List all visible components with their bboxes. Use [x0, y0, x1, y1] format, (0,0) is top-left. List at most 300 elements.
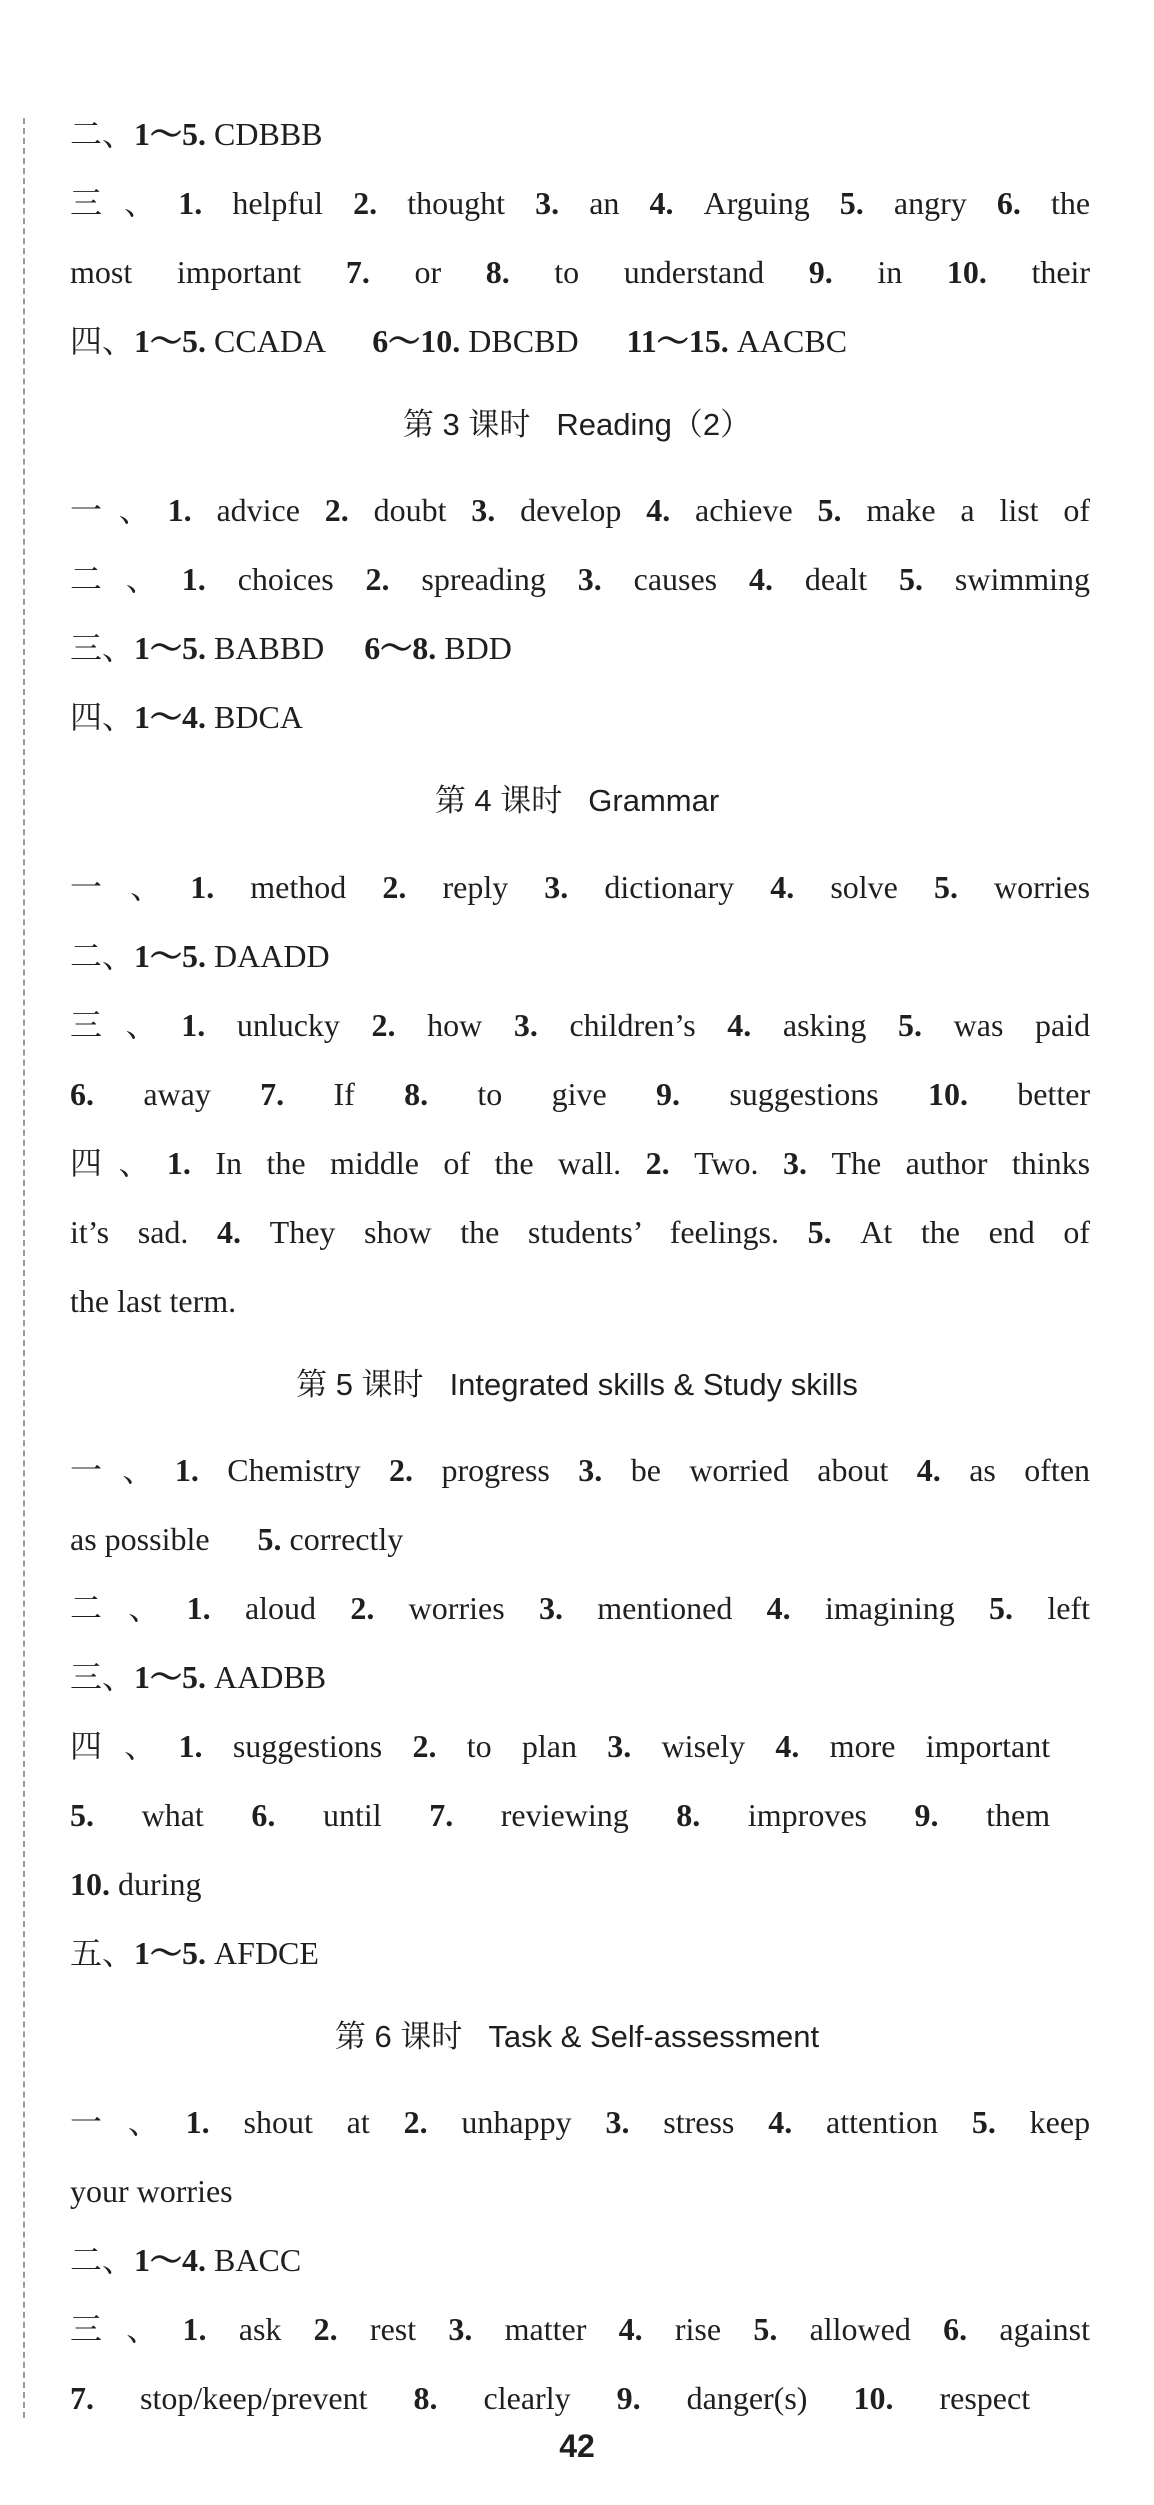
answer-group	[70, 254, 301, 290]
answer-group	[853, 2380, 1030, 2416]
answer-text: ask	[238, 2311, 282, 2347]
answer-text: develop	[520, 492, 622, 528]
answer-line	[70, 114, 1090, 154]
answer-text: or	[414, 254, 442, 290]
answer-line	[70, 2171, 1090, 2211]
answer-group	[619, 2311, 721, 2347]
item-number: 3.	[578, 1452, 603, 1488]
answer-text: during	[118, 1866, 202, 1902]
answer-group	[448, 2311, 586, 2347]
answer-group	[840, 185, 967, 221]
item-number: 3.	[538, 1590, 563, 1626]
section-title-lesson-6	[0, 2017, 1154, 2057]
answer-group	[749, 561, 867, 597]
answer-group	[346, 254, 441, 290]
answer-text: DBCBD	[468, 323, 579, 359]
answer-group	[70, 2380, 368, 2416]
section-title-en: Integrated skills & Study skills	[449, 1367, 858, 1402]
answer-text: In the middle of the wall.	[215, 1145, 622, 1181]
item-number: 1～4.	[134, 2242, 207, 2278]
answer-text: suggestions	[729, 1076, 879, 1112]
section-title-lesson-4	[0, 781, 1154, 821]
item-number: 4.	[618, 2311, 643, 2347]
answer-text: spreading	[421, 561, 546, 597]
item-number: 1～4.	[134, 699, 207, 735]
answer-text: attention	[826, 2104, 938, 2140]
item-number: 3.	[607, 1728, 632, 1764]
answer-group	[70, 1521, 210, 1557]
item-number: 6～8.	[364, 630, 437, 666]
page-number: 42	[559, 2428, 595, 2464]
answer-text: BDCA	[214, 699, 303, 735]
section-marker: 四、	[70, 1145, 167, 1181]
answer-text: aloud	[244, 1590, 317, 1626]
answer-text: against	[999, 2311, 1090, 2347]
item-number: 2.	[382, 869, 407, 905]
answer-group	[258, 1521, 404, 1557]
item-number: 3.	[782, 1145, 807, 1181]
answer-group	[727, 1007, 866, 1043]
section-marker: 一、	[70, 869, 191, 905]
answer-text: BDD	[444, 630, 512, 666]
item-number: 1.	[181, 561, 206, 597]
item-number: 2.	[403, 2104, 428, 2140]
item-number: 1～5.	[134, 630, 207, 666]
item-number: 2.	[645, 1145, 670, 1181]
section-marker: 四、	[70, 323, 135, 359]
item-number: 4.	[775, 1728, 800, 1764]
section-title-cn: 第 4 课时	[434, 783, 563, 818]
answer-text: DAADD	[214, 938, 330, 974]
answer-group	[353, 185, 505, 221]
answer-group	[70, 185, 323, 221]
answer-group	[617, 2380, 808, 2416]
answer-line	[70, 1212, 1090, 1252]
item-number: 2.	[365, 561, 390, 597]
answer-group	[656, 1076, 879, 1112]
answer-text: to plan	[466, 1728, 577, 1764]
item-number: 3.	[577, 561, 602, 597]
item-number: 4.	[649, 185, 674, 221]
answer-line	[70, 936, 1090, 976]
answer-text: unlucky	[236, 1007, 340, 1043]
answer-text: as possible	[70, 1521, 210, 1557]
answer-line	[70, 183, 1090, 223]
answer-text: stress	[663, 2104, 735, 2140]
item-number: 5.	[898, 561, 923, 597]
item-number: 8.	[485, 254, 510, 290]
answer-group	[650, 185, 810, 221]
answer-group	[350, 1590, 504, 1626]
answer-group	[934, 869, 1090, 905]
answer-text: worries	[994, 869, 1091, 905]
answer-text: Chemistry	[227, 1452, 361, 1488]
answer-group	[389, 1452, 550, 1488]
answer-text: children’s	[569, 1007, 696, 1043]
section-title-lesson-3	[0, 405, 1154, 445]
answer-text: advice	[216, 492, 300, 528]
answer-group	[251, 1797, 381, 1833]
item-number: 9.	[808, 254, 833, 290]
answer-text: the	[1050, 185, 1091, 221]
answer-text: CDBBB	[214, 116, 323, 152]
item-number: 2.	[412, 1728, 437, 1764]
item-number: 2.	[371, 1007, 396, 1043]
answer-group	[217, 1214, 779, 1250]
section-marker: 三、	[70, 2311, 183, 2347]
section-marker: 五、	[70, 1935, 135, 1971]
answer-text: to give	[477, 1076, 607, 1112]
answer-text: AADBB	[214, 1659, 327, 1695]
answer-text: in	[877, 254, 903, 290]
item-number: 6～10.	[372, 323, 461, 359]
answer-group	[366, 561, 546, 597]
item-number: 7.	[260, 1076, 285, 1112]
answer-group	[818, 492, 1091, 528]
item-number: 3.	[535, 185, 560, 221]
item-number: 5.	[898, 1007, 923, 1043]
answer-text: better	[1017, 1076, 1091, 1112]
section-marker: 三、	[70, 630, 135, 666]
answer-line	[70, 628, 1090, 668]
item-number: 2.	[350, 1590, 375, 1626]
answer-group	[544, 869, 734, 905]
item-number: 2.	[353, 185, 378, 221]
answer-group	[809, 254, 902, 290]
answer-group	[70, 1590, 316, 1626]
answer-group	[770, 869, 898, 905]
section-marker: 一、	[70, 492, 168, 528]
margin-dashed-line	[23, 118, 25, 2418]
answer-group	[404, 2104, 572, 2140]
answer-text: asking	[782, 1007, 867, 1043]
section-marker: 三、	[70, 185, 179, 221]
answer-text: make a list of	[866, 492, 1091, 528]
answer-text: danger(s)	[686, 2380, 808, 2416]
answer-text: away	[143, 1076, 211, 1112]
section-title-en: Grammar	[588, 783, 720, 818]
answer-group	[471, 492, 621, 528]
item-number: 9.	[616, 2380, 641, 2416]
answer-line	[70, 1143, 1090, 1183]
answer-group	[325, 492, 447, 528]
answer-group	[414, 2380, 571, 2416]
item-number: 1.	[178, 1728, 203, 1764]
item-number: 3.	[448, 2311, 473, 2347]
item-number: 7.	[429, 1797, 454, 1833]
answer-line	[70, 2378, 1030, 2418]
item-number: 1.	[178, 185, 203, 221]
answer-group	[514, 1007, 696, 1043]
answer-line	[70, 1588, 1090, 1628]
answer-text: clearly	[483, 2380, 571, 2416]
answer-text: achieve	[695, 492, 793, 528]
item-number: 1.	[185, 2104, 210, 2140]
answer-group	[404, 1076, 607, 1112]
answer-group	[429, 1797, 629, 1833]
answer-line	[70, 559, 1090, 599]
item-number: 1.	[182, 2311, 207, 2347]
answer-group	[70, 561, 334, 597]
item-number: 1～5.	[134, 116, 207, 152]
answer-text: BACC	[214, 2242, 302, 2278]
answer-text: doubt	[373, 492, 447, 528]
answer-group	[917, 1452, 1090, 1488]
section-marker: 一、	[70, 2104, 186, 2140]
item-number: 4.	[770, 869, 795, 905]
answer-line	[70, 2309, 1090, 2349]
item-number: 4.	[749, 561, 774, 597]
item-number: 4.	[727, 1007, 752, 1043]
answer-text: rise	[674, 2311, 722, 2347]
answer-group	[260, 1076, 355, 1112]
item-number: 1～5.	[134, 1935, 207, 1971]
section-marker: 二、	[70, 561, 182, 597]
answer-text: The author thinks	[831, 1145, 1091, 1181]
answer-group	[412, 1728, 577, 1764]
answer-line	[70, 2240, 1090, 2280]
item-number: 4.	[768, 2104, 793, 2140]
answer-text: the last term.	[70, 1283, 237, 1319]
answer-text: choices	[237, 561, 334, 597]
item-number: 5.	[989, 1590, 1014, 1626]
answer-line	[70, 2102, 1090, 2142]
answer-text: dictionary	[604, 869, 735, 905]
answer-group	[753, 2311, 911, 2347]
item-number: 9.	[914, 1797, 939, 1833]
answer-group	[915, 1797, 1051, 1833]
answer-group	[943, 2311, 1090, 2347]
answer-line	[70, 697, 1090, 737]
answer-text: shout at	[243, 2104, 370, 2140]
answer-group	[928, 1076, 1090, 1112]
answer-line	[70, 1795, 1050, 1835]
answer-line	[70, 1864, 1090, 1904]
item-number: 4.	[916, 1452, 941, 1488]
answer-text: worries	[408, 1590, 505, 1626]
item-number: 8.	[413, 2380, 438, 2416]
item-number: 8.	[404, 1076, 429, 1112]
item-number: 2.	[324, 492, 349, 528]
answer-text: helpful	[232, 185, 323, 221]
answer-text: until	[322, 1797, 382, 1833]
answer-group	[70, 1076, 211, 1112]
answer-text: unhappy	[461, 2104, 572, 2140]
section-marker: 四、	[70, 1728, 179, 1764]
answer-text: their	[1031, 254, 1091, 290]
answer-text: solve	[830, 869, 898, 905]
answer-text: be worried about	[630, 1452, 889, 1488]
answer-text: progress	[441, 1452, 550, 1488]
answer-group	[607, 1728, 745, 1764]
answer-group	[947, 254, 1090, 290]
item-number: 5.	[257, 1521, 282, 1557]
answer-text: your worries	[70, 2173, 233, 2209]
answer-text: keep	[1029, 2104, 1091, 2140]
answer-text: an	[589, 185, 620, 221]
section-marker: 一、	[70, 1452, 175, 1488]
item-number: 6.	[996, 185, 1021, 221]
item-number: 10.	[946, 254, 987, 290]
answer-line	[70, 1657, 1090, 1697]
answer-line	[70, 1519, 1090, 1559]
answer-text: BABBD	[214, 630, 325, 666]
answer-group	[997, 185, 1090, 221]
item-number: 1.	[186, 1590, 211, 1626]
section-title-lesson-5	[0, 1365, 1154, 1405]
section-title-cn: 第 3 课时	[402, 407, 531, 442]
answer-text: left	[1047, 1590, 1090, 1626]
answer-text: respect	[939, 2380, 1031, 2416]
answer-text: wisely	[661, 1728, 746, 1764]
section-marker: 三、	[70, 1007, 182, 1043]
answer-text: was paid	[953, 1007, 1091, 1043]
answer-group	[70, 2104, 370, 2140]
answer-group	[775, 1728, 1050, 1764]
answer-text: to understand	[554, 254, 765, 290]
answer-group	[70, 1007, 340, 1043]
answer-group	[70, 1145, 621, 1181]
answer-text: them	[986, 1797, 1051, 1833]
answer-group	[767, 1590, 955, 1626]
answer-group	[382, 869, 508, 905]
answer-text: allowed	[809, 2311, 911, 2347]
answer-group	[535, 185, 619, 221]
section-marker: 二、	[70, 2242, 135, 2278]
answer-group	[783, 1145, 1090, 1181]
answer-text: swimming	[954, 561, 1090, 597]
section-marker: 二、	[70, 938, 135, 974]
answer-group	[972, 2104, 1090, 2140]
answer-group	[314, 2311, 416, 2347]
answer-text: CCADA	[214, 323, 325, 359]
item-number: 2.	[313, 2311, 338, 2347]
item-number: 6.	[251, 1797, 276, 1833]
item-number: 4.	[766, 1590, 791, 1626]
answer-text: what	[141, 1797, 204, 1833]
item-number: 7.	[345, 254, 370, 290]
answer-group	[539, 1590, 732, 1626]
item-number: 1～5.	[134, 323, 207, 359]
item-number: 1.	[166, 1145, 191, 1181]
item-number: 5.	[817, 492, 842, 528]
section-marker: 二、	[70, 116, 135, 152]
answer-text: dealt	[804, 561, 868, 597]
answer-line	[70, 252, 1090, 292]
answer-line	[70, 490, 1090, 530]
section-marker: 三、	[70, 1659, 135, 1695]
item-number: 9.	[656, 1076, 680, 1112]
item-number: 5.	[933, 869, 958, 905]
answer-text: suggestions	[232, 1728, 383, 1764]
answer-group	[70, 1214, 188, 1250]
answer-text: as often	[969, 1452, 1091, 1488]
item-number: 3.	[605, 2104, 630, 2140]
item-number: 3.	[471, 492, 496, 528]
answer-group	[372, 1007, 483, 1043]
item-number: 6.	[943, 2311, 968, 2347]
answer-line	[70, 1726, 1050, 1766]
item-number: 3.	[513, 1007, 538, 1043]
section-marker: 四、	[70, 699, 135, 735]
answer-text: improves	[747, 1797, 867, 1833]
answer-text: imagining	[824, 1590, 955, 1626]
answer-group	[70, 1728, 382, 1764]
item-number: 2.	[389, 1452, 414, 1488]
answer-group	[627, 323, 848, 359]
item-number: 1.	[181, 1007, 206, 1043]
answer-text: At the end of	[860, 1214, 1091, 1250]
item-number: 5.	[839, 185, 864, 221]
answer-line	[70, 1281, 1090, 1321]
answer-line	[70, 1933, 1090, 1973]
item-number: 5.	[753, 2311, 778, 2347]
answer-text: how	[427, 1007, 483, 1043]
answer-line	[70, 1005, 1090, 1045]
answer-text: stop/keep/prevent	[140, 2380, 368, 2416]
answer-line	[70, 1450, 1090, 1490]
answer-text: reviewing	[500, 1797, 629, 1833]
answer-group	[70, 869, 346, 905]
answer-text: If	[333, 1076, 355, 1112]
answer-text: it’s sad.	[70, 1214, 189, 1250]
answer-group	[676, 1797, 867, 1833]
item-number: 1.	[190, 869, 215, 905]
item-number: 4.	[217, 1214, 242, 1250]
answer-group	[605, 2104, 734, 2140]
section-title-cn: 第 6 课时	[334, 2019, 463, 2054]
answer-group	[70, 2311, 281, 2347]
answer-text: reply	[442, 869, 509, 905]
item-number: 10.	[927, 1076, 968, 1112]
section-marker: 二、	[70, 1590, 187, 1626]
answer-group	[70, 1452, 361, 1488]
item-number: 1～5.	[134, 938, 207, 974]
item-number: 11～15.	[626, 323, 729, 359]
answer-text: matter	[504, 2311, 587, 2347]
item-number: 1.	[167, 492, 192, 528]
answer-text: correctly	[289, 1521, 404, 1557]
answer-group	[646, 1145, 759, 1181]
item-number: 10.	[70, 1866, 110, 1902]
answer-group	[70, 492, 300, 528]
answer-text: mentioned	[597, 1590, 733, 1626]
answer-line	[70, 321, 1090, 361]
item-number: 3.	[544, 869, 569, 905]
section-title-en: Reading（2）	[556, 407, 752, 442]
item-number: 5.	[807, 1214, 832, 1250]
item-number: 1～5.	[134, 1659, 207, 1695]
section-title-cn: 第 5 课时	[296, 1367, 424, 1402]
answer-text: Arguing	[703, 185, 810, 221]
answer-group	[70, 323, 324, 359]
answer-text: more important	[829, 1728, 1051, 1764]
answer-group	[899, 561, 1090, 597]
answer-text: most important	[70, 254, 302, 290]
answer-group	[768, 2104, 938, 2140]
item-number: 10.	[853, 2380, 894, 2416]
answer-group	[646, 492, 793, 528]
item-number: 7.	[70, 2380, 94, 2416]
answer-group	[898, 1007, 1090, 1043]
item-number: 4.	[646, 492, 671, 528]
answer-text: AACBC	[736, 323, 848, 359]
answer-group	[989, 1590, 1090, 1626]
answer-group	[578, 561, 717, 597]
answer-group	[486, 254, 764, 290]
item-number: 5.	[70, 1797, 94, 1833]
answer-line	[70, 1074, 1090, 1114]
